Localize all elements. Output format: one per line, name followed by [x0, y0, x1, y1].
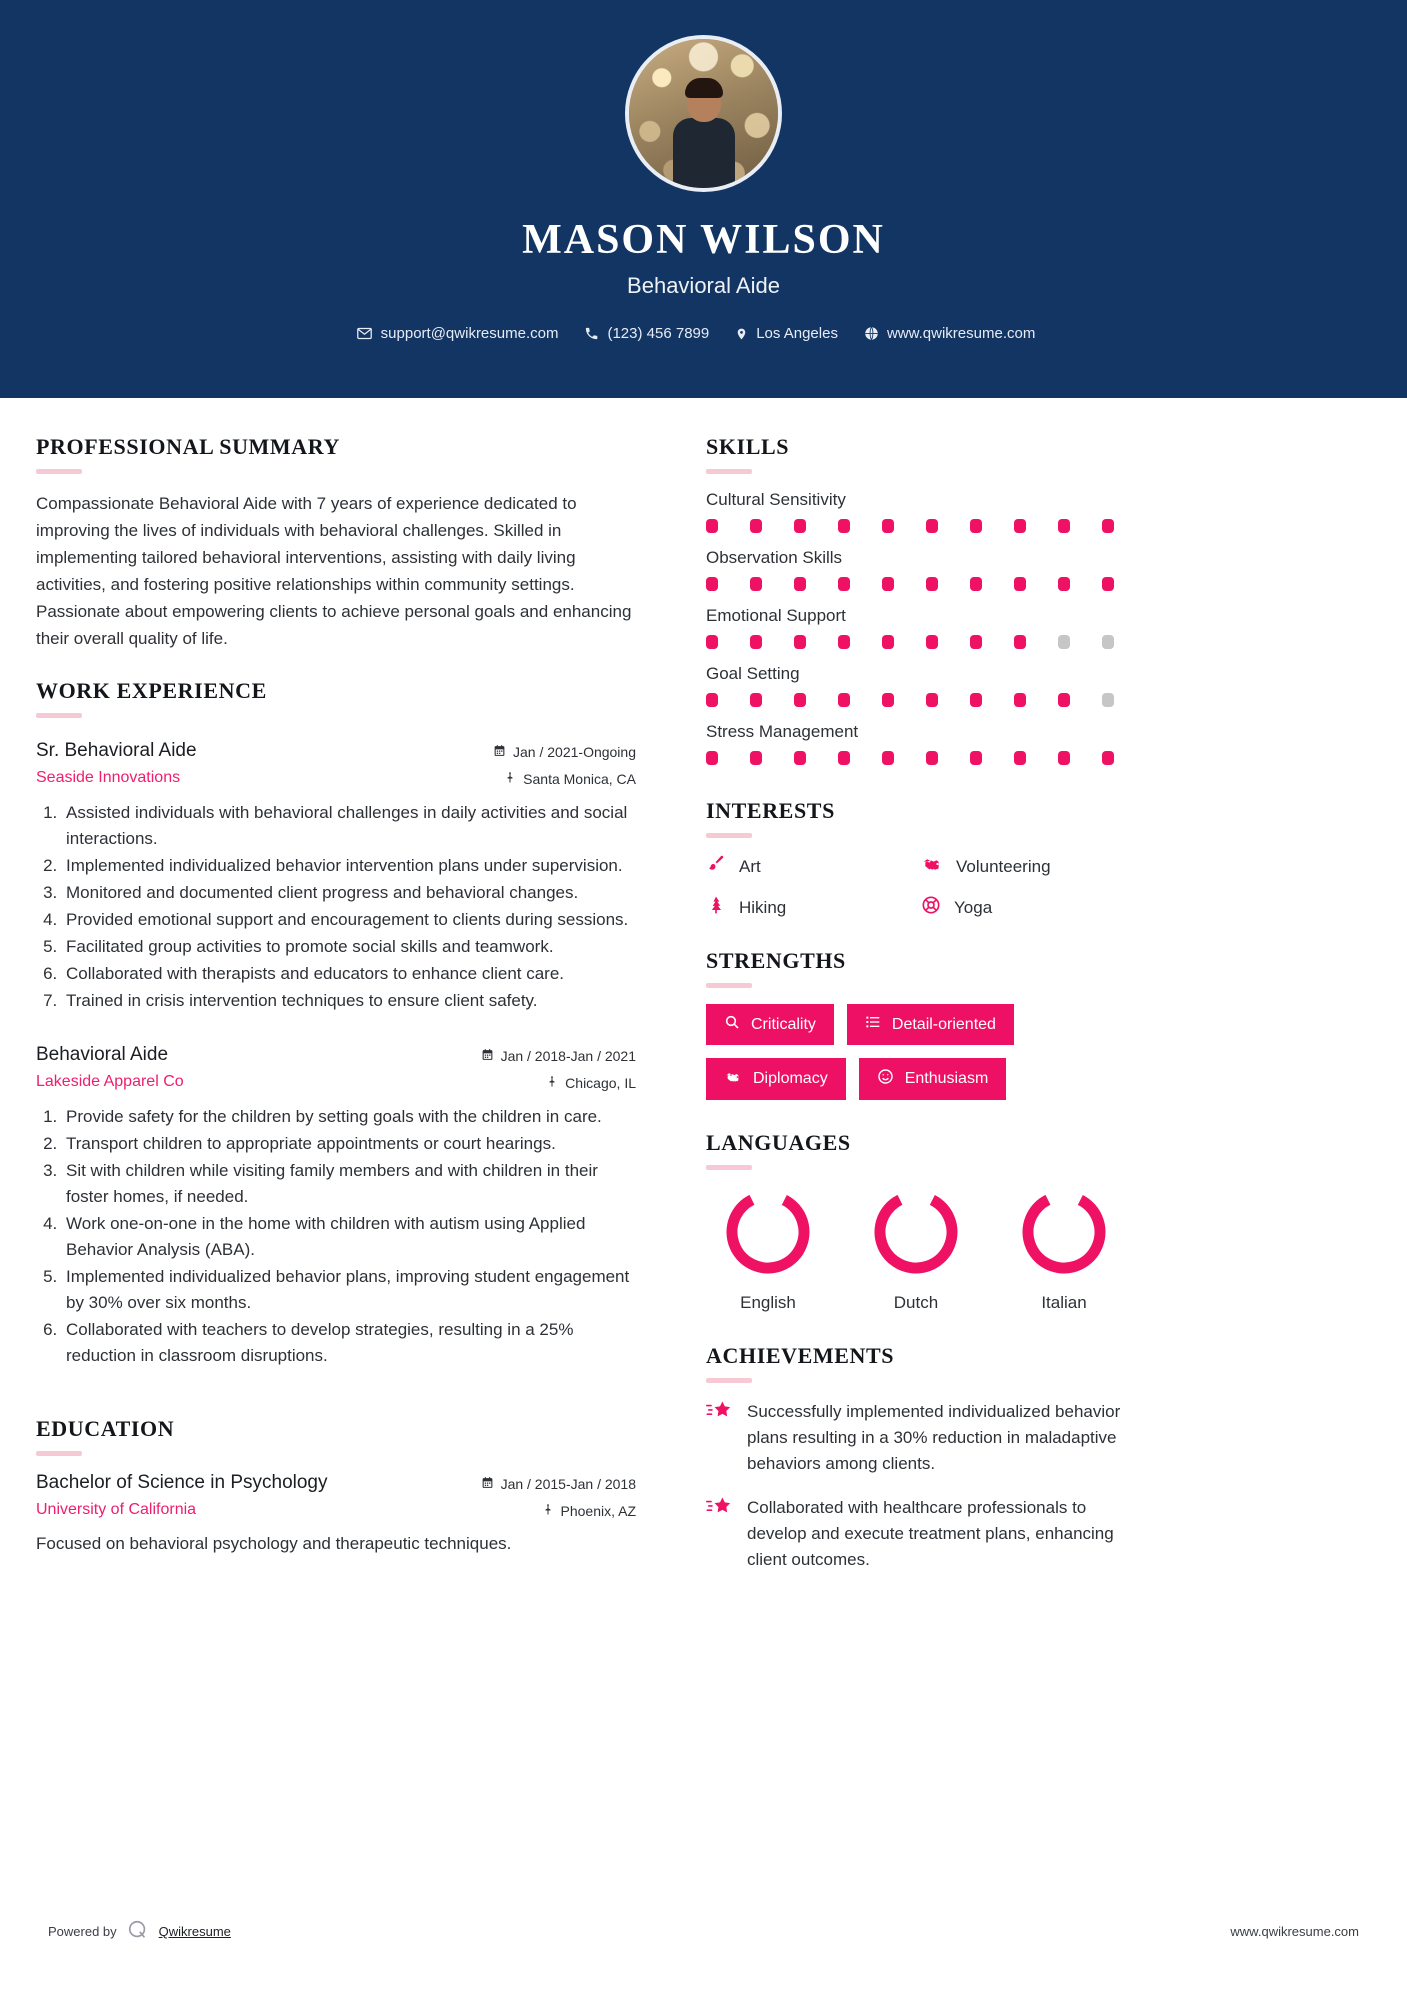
section-divider — [36, 713, 82, 718]
work-date — [493, 744, 636, 760]
skill-dot — [838, 635, 850, 649]
skill-dot — [750, 519, 762, 533]
section-achievements — [706, 1343, 1126, 1573]
skill-dot — [706, 519, 718, 533]
location-pin-icon — [735, 326, 748, 342]
strength-badge-criticality[interactable] — [706, 1004, 834, 1045]
calendar-icon — [481, 1048, 494, 1064]
skill-dot — [1058, 693, 1070, 707]
list-item: 2. Transport children to appropriate appointments or court hearings. — [62, 1131, 636, 1157]
avatar-head — [687, 84, 721, 122]
achievement-item — [706, 1495, 1126, 1573]
skill-dot — [706, 577, 718, 591]
section-education — [36, 1416, 636, 1557]
page-footer — [0, 1919, 1407, 1944]
skill-dot — [970, 693, 982, 707]
work-bullets — [62, 1104, 636, 1369]
star-icon — [706, 1495, 733, 1573]
interest-label: Art — [739, 856, 761, 876]
contact-bar — [356, 325, 1052, 342]
interest-item — [706, 895, 911, 920]
tree-icon — [706, 895, 726, 920]
education-location — [481, 1503, 636, 1519]
skill-dot — [970, 519, 982, 533]
progress-ring — [1018, 1186, 1110, 1278]
summary-heading: PROFESSIONAL SUMMARY — [36, 434, 340, 459]
language-ring — [854, 1186, 978, 1283]
contact-email-text: support@qwikresume.com — [380, 325, 559, 342]
work-location-text: Santa Monica, CA — [523, 771, 636, 787]
footer-branding — [48, 1919, 231, 1944]
education-entry — [36, 1472, 636, 1557]
work-job-title: Sr. Behavioral Aide — [36, 740, 197, 761]
handshake-icon — [724, 1069, 742, 1090]
skill-rating — [706, 635, 1114, 649]
globe-icon — [864, 326, 879, 341]
skill-dot — [706, 635, 718, 649]
resume-body — [0, 398, 1407, 1591]
skill-dot — [1014, 635, 1026, 649]
skill-dot — [1014, 519, 1026, 533]
skill-dot — [706, 693, 718, 707]
list-item: 4. Provided emotional support and encouragement to clients during sessions. — [62, 907, 636, 933]
skill-dot — [926, 751, 938, 765]
skill-dot — [1014, 693, 1026, 707]
skill-dot — [706, 751, 718, 765]
skill-label: Stress Management — [706, 722, 859, 741]
section-divider — [36, 469, 82, 474]
interest-label: Hiking — [739, 897, 787, 917]
skill-item — [706, 490, 1126, 533]
skill-dot — [794, 577, 806, 591]
skill-dot — [926, 577, 938, 591]
skill-dot — [926, 693, 938, 707]
skill-label: Cultural Sensitivity — [706, 490, 846, 509]
section-divider — [36, 1451, 82, 1456]
skill-dot — [794, 751, 806, 765]
contact-email[interactable] — [356, 325, 559, 342]
interest-item — [921, 895, 1126, 920]
progress-ring — [870, 1186, 962, 1278]
strength-badge-detail-oriented[interactable] — [847, 1004, 1014, 1045]
lifebuoy-icon — [921, 895, 941, 920]
strengths-heading: STRENGTHS — [706, 948, 846, 973]
work-location — [493, 771, 636, 787]
achievement-text: Collaborated with healthcare professionals to develop and execute treatment plans, enhancing client outcomes. — [747, 1498, 1114, 1569]
contact-website-text: www.qwikresume.com — [886, 325, 1036, 342]
work-date-text: Jan / 2021-Ongoing — [513, 744, 636, 760]
work-heading: WORK EXPERIENCE — [36, 678, 267, 703]
right-column — [706, 434, 1126, 1591]
strength-label: Diplomacy — [753, 1070, 828, 1087]
skill-dot — [838, 577, 850, 591]
list-item: 5. Facilitated group activities to promote social skills and teamwork. — [62, 934, 636, 960]
education-description: Focused on behavioral psychology and therapeutic techniques. — [36, 1534, 512, 1553]
work-date — [481, 1048, 636, 1064]
skill-dot — [1102, 577, 1114, 591]
strengths-list — [706, 1004, 1126, 1100]
interest-item — [921, 854, 1126, 879]
avatar-person — [673, 84, 735, 192]
list-item: 3. Monitored and documented client progress and behavioral changes. — [62, 880, 636, 906]
section-divider — [706, 1165, 752, 1170]
search-icon — [724, 1014, 740, 1035]
calendar-icon — [493, 744, 506, 760]
skill-dot — [1102, 519, 1114, 533]
section-interests — [706, 798, 1126, 920]
list-icon — [865, 1014, 881, 1035]
list-item: 6. Collaborated with teachers to develop strategies, resulting in a 25% reduction in classroom disruptions. — [62, 1317, 636, 1369]
calendar-icon — [481, 1476, 494, 1492]
list-item: 2. Implemented individualized behavior intervention plans under supervision. — [62, 853, 636, 879]
education-school: University of California — [36, 1501, 197, 1518]
work-job-title: Behavioral Aide — [36, 1044, 169, 1065]
skill-rating — [706, 577, 1114, 591]
skill-dot — [882, 519, 894, 533]
language-label: Dutch — [893, 1293, 939, 1312]
interest-label: Yoga — [954, 897, 993, 917]
skill-dot — [794, 519, 806, 533]
skill-dot — [838, 519, 850, 533]
skill-dot — [1058, 751, 1070, 765]
skill-dot — [882, 693, 894, 707]
paintbrush-icon — [706, 854, 726, 879]
smiley-icon — [877, 1068, 894, 1090]
skill-dot — [1102, 635, 1114, 649]
skill-rating — [706, 519, 1114, 533]
skill-dot — [1102, 751, 1114, 765]
avatar-body — [673, 118, 735, 190]
skill-dot — [882, 635, 894, 649]
languages-heading: LANGUAGES — [706, 1130, 851, 1155]
list-item: 7. Trained in crisis intervention techniques to ensure client safety. — [62, 988, 636, 1014]
education-degree: Bachelor of Science in Psychology — [36, 1472, 328, 1493]
qwikresume-logo-icon — [127, 1919, 149, 1944]
language-label: Italian — [1041, 1293, 1087, 1312]
pin-icon — [542, 1503, 554, 1519]
achievement-item — [706, 1399, 1126, 1477]
language-label: English — [740, 1293, 796, 1312]
strength-label: Detail-oriented — [891, 1015, 996, 1033]
work-location — [481, 1075, 636, 1091]
list-item: 4. Work one-on-one in the home with children with autism using Applied Behavior Analysis (ABA). — [62, 1211, 636, 1263]
work-company: Seaside Innovations — [36, 769, 181, 786]
star-icon — [706, 1399, 733, 1477]
skills-heading: SKILLS — [706, 434, 790, 459]
skill-dot — [882, 751, 894, 765]
section-languages — [706, 1130, 1126, 1313]
skill-dot — [750, 693, 762, 707]
job-role: Behavioral Aide — [627, 273, 780, 298]
list-item: 1. Assisted individuals with behavioral challenges in daily activities and social interactions. — [62, 800, 636, 852]
handshake-icon — [921, 854, 943, 879]
work-entry — [36, 740, 636, 1014]
skill-dot — [1014, 577, 1026, 591]
work-date-text: Jan / 2018-Jan / 2021 — [500, 1048, 636, 1064]
list-item: 3. Sit with children while visiting family members and with children in their foster homes, if needed. — [62, 1158, 636, 1210]
skill-dot — [882, 577, 894, 591]
skill-dot — [970, 751, 982, 765]
skill-item — [706, 606, 1126, 649]
language-item — [706, 1186, 830, 1313]
strength-label: Enthusiasm — [904, 1070, 989, 1087]
skill-dot — [926, 635, 938, 649]
summary-text: Compassionate Behavioral Aide with 7 years of experience dedicated to improving the lives of individuals with behavioral challenges. Skilled in implementing tailored behavioral interventions, assisting with daily living activities, and fostering positive relationships within community settings. Passionate about empowering clients to achieve personal goals and enhancing their overall quality of life. — [36, 494, 632, 648]
pin-icon — [546, 1075, 558, 1091]
skill-label: Emotional Support — [706, 606, 846, 625]
language-item — [854, 1186, 978, 1313]
section-divider — [706, 983, 752, 988]
skill-dot — [794, 693, 806, 707]
skill-rating — [706, 751, 1114, 765]
skill-dot — [1102, 693, 1114, 707]
progress-ring — [722, 1186, 814, 1278]
language-ring — [1002, 1186, 1126, 1283]
work-company: Lakeside Apparel Co — [36, 1073, 184, 1090]
left-column — [36, 434, 636, 1591]
work-entry — [36, 1044, 636, 1369]
work-bullets — [62, 800, 636, 1014]
section-divider — [706, 833, 752, 838]
footer-powered-label: Powered by — [48, 1924, 117, 1939]
skill-item — [706, 548, 1126, 591]
pin-icon — [504, 771, 516, 787]
interest-label: Volunteering — [956, 856, 1051, 876]
skill-dot — [1058, 519, 1070, 533]
skill-dot — [970, 577, 982, 591]
strength-label: Criticality — [751, 1015, 816, 1033]
skill-dot — [1058, 577, 1070, 591]
avatar — [625, 35, 782, 192]
interests-heading: INTERESTS — [706, 798, 835, 823]
interests-grid — [706, 854, 1126, 920]
skill-rating — [706, 693, 1114, 707]
education-heading: EDUCATION — [36, 1416, 175, 1441]
skill-dot — [838, 751, 850, 765]
skill-dot — [1014, 751, 1026, 765]
language-ring — [706, 1186, 830, 1283]
section-strengths — [706, 948, 1126, 1100]
education-date-text: Jan / 2015-Jan / 2018 — [500, 1476, 636, 1492]
section-divider — [706, 469, 752, 474]
skill-dot — [970, 635, 982, 649]
footer-brand-link[interactable]: Qwikresume — [158, 1924, 231, 1939]
contact-location-text: Los Angeles — [756, 325, 838, 342]
page-title: MASON WILSON — [522, 217, 885, 263]
skill-dot — [794, 635, 806, 649]
skill-dot — [750, 635, 762, 649]
achievements-heading: ACHIEVEMENTS — [706, 1343, 895, 1368]
section-work-experience — [36, 678, 636, 1369]
skill-dot — [926, 519, 938, 533]
list-item: 6. Collaborated with therapists and educators to enhance client care. — [62, 961, 636, 987]
contact-phone-text: (123) 456 7899 — [607, 325, 710, 342]
contact-location — [735, 325, 838, 342]
section-skills — [706, 434, 1126, 765]
language-item — [1002, 1186, 1126, 1313]
skill-item — [706, 722, 1126, 765]
skill-dot — [838, 693, 850, 707]
list-item: 5. Implemented individualized behavior plans, improving student engagement by 30% over six months. — [62, 1264, 636, 1316]
contact-phone[interactable] — [584, 325, 709, 342]
footer-website: www.qwikresume.com — [1230, 1924, 1359, 1939]
skill-label: Goal Setting — [706, 664, 800, 683]
email-icon — [356, 325, 373, 342]
skill-label: Observation Skills — [706, 548, 843, 567]
skill-item — [706, 664, 1126, 707]
achievement-text: Successfully implemented individualized behavior plans resulting in a 30% reduction in maladaptive behaviors among clients. — [747, 1402, 1121, 1473]
phone-icon — [584, 326, 599, 341]
interest-item — [706, 854, 911, 879]
languages-list — [706, 1186, 1126, 1313]
education-location-text: Phoenix, AZ — [560, 1503, 636, 1519]
strength-badge-diplomacy[interactable] — [706, 1058, 846, 1100]
contact-website[interactable] — [864, 325, 1035, 342]
avatar-hair — [685, 78, 723, 98]
work-location-text: Chicago, IL — [565, 1075, 636, 1091]
skill-dot — [750, 577, 762, 591]
resume-header — [0, 0, 1407, 398]
list-item: 1. Provide safety for the children by setting goals with the children in care. — [62, 1104, 636, 1130]
strength-badge-enthusiasm[interactable] — [859, 1058, 1007, 1100]
skill-dot — [1058, 635, 1070, 649]
section-professional-summary — [36, 434, 636, 652]
education-date — [481, 1476, 636, 1492]
section-divider — [706, 1378, 752, 1383]
skill-dot — [750, 751, 762, 765]
